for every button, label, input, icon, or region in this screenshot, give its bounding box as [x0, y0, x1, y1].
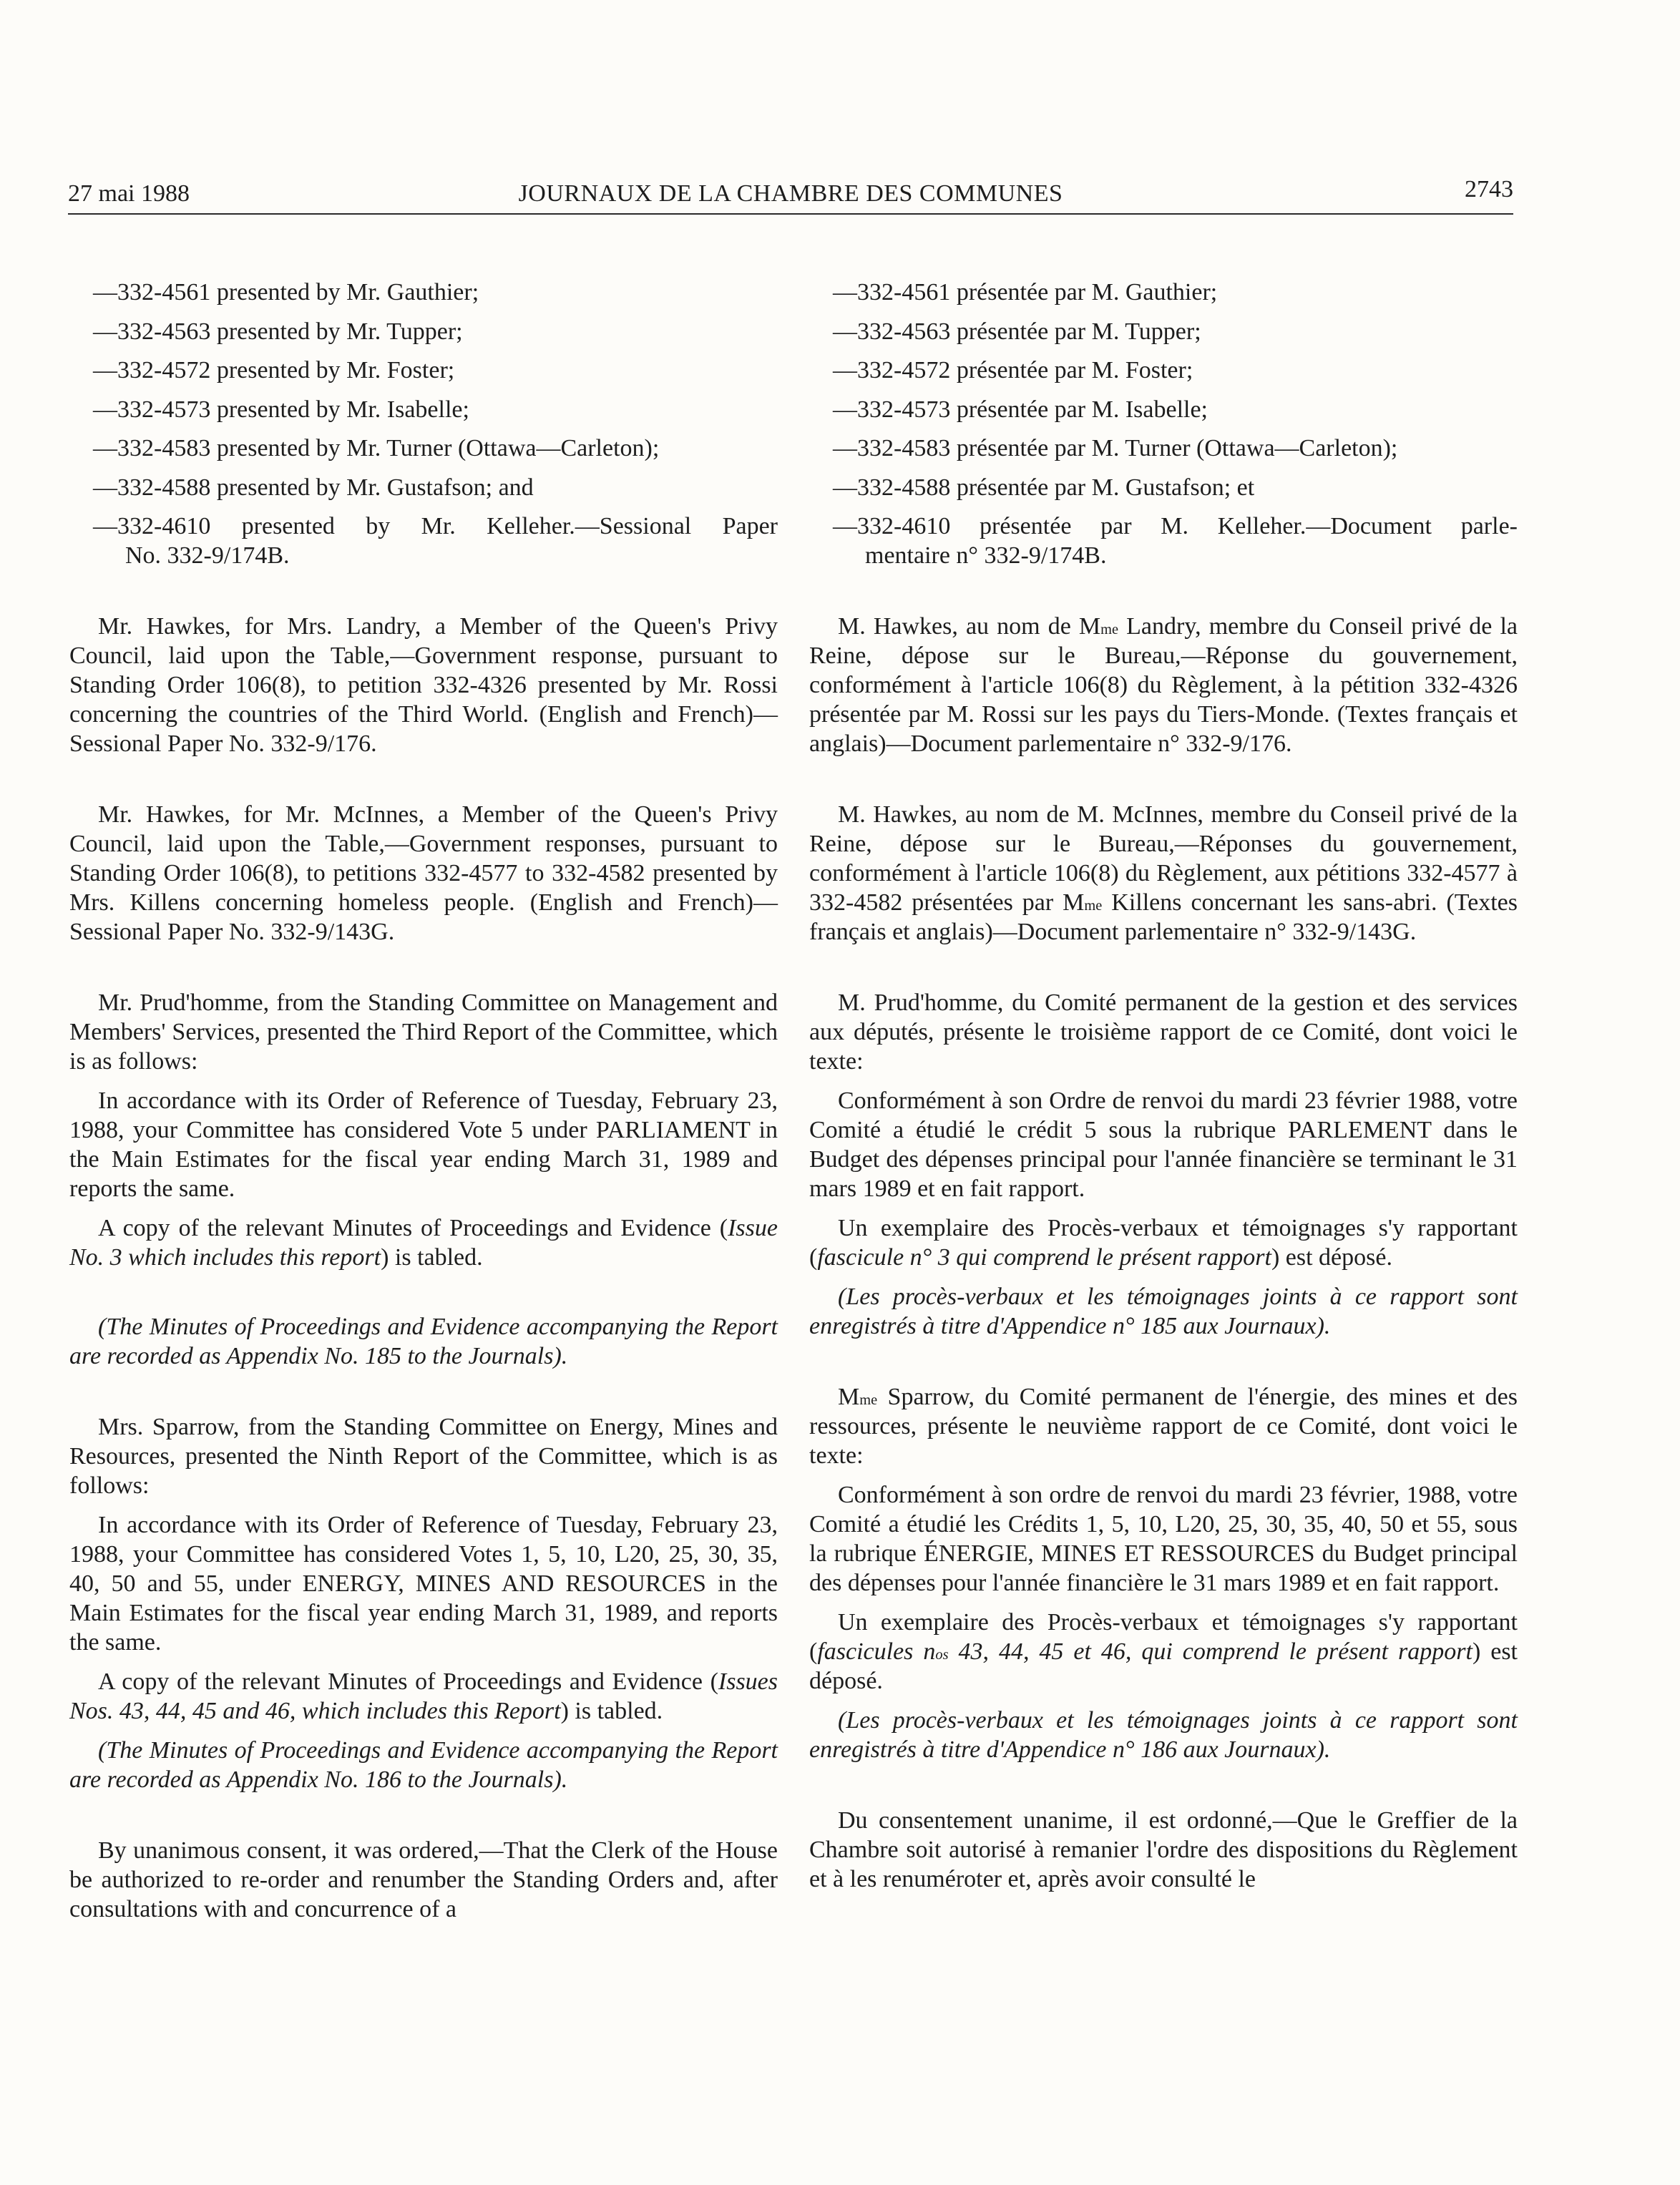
committee-report-paragraph: M. Prud'homme, du Comité permanent de la gestion et des services aux députés, présente le troisième rapport de ce Comité, dont voici le texte: — [809, 989, 1518, 1075]
minutes-copy-note: Un exemplaire des Procès-verbaux et témoignages s'y rapportant (fascicule n° 3 qui comprend le présent rapport) est déposé. — [809, 1215, 1518, 1271]
unanimous-consent-paragraph: By unanimous consent, it was ordered,—That the Clerk of the House be authorized to re-order and renumber the Standing Orders and, after consultations with and concurrence of a — [69, 1837, 778, 1922]
appendix-note: (The Minutes of Proceedings and Evidence accompanying the Report are recorded as Appendix No. 185 to the Journals). — [69, 1314, 778, 1369]
report-text: In accordance with its Order of Reference of Tuesday, February 23, 1988, your Committee has considered Votes 1, 5, 10, L20, 25, 30, 35, 40, 50 and 55, under ENERGY, MINES AND RESOURCES in the Main Estimates for the fiscal year ending March 31, 1989, and reports the same. — [69, 1512, 778, 1656]
french-column — [809, 278, 1518, 1894]
report-text: Conformément à son Ordre de renvoi du mardi 23 février 1988, votre Comité a étudié le crédit 5 sous la rubrique PARLEMENT dans le Budget des dépenses principal pour l'année financière se terminant le 31 mars 1989 et en fait rapport. — [809, 1087, 1518, 1202]
header-date: 27 mai 1988 — [68, 180, 190, 207]
committee-report-paragraph: Mr. Prud'homme, from the Standing Committee on Management and Members' Services, presented the Third Report of the Committee, which is as follows: — [69, 989, 778, 1075]
government-response-paragraph: Mr. Hawkes, for Mrs. Landry, a Member of the Queen's Privy Council, laid upon the Table,—Government response, pursuant to Standing Order 106(8), to petition 332-4326 presented by Mr. Rossi concerning the countries of the Third World. (English and French)—Sessional Paper No. 332-9/176. — [69, 613, 778, 757]
appendix-note: (Les procès-verbaux et les témoignages joints à ce rapport sont enregistrés à titre d'Appendice n° 185 aux Journaux). — [809, 1284, 1518, 1339]
petition-item: —332-4572 presented by Mr. Foster; — [93, 357, 455, 383]
report-text: Conformément à son ordre de renvoi du mardi 23 février, 1988, votre Comité a étudié les Crédits 1, 5, 10, L20, 25, 30, 35, 40, 50 et 55, sous la rubrique ÉNERGIE, MINES ET RESSOURCES du Budget principal des dépenses pour l'année financière le 31 mars 1989 et en fait rapport. — [809, 1482, 1518, 1596]
committee-report-paragraph: $M^{me}$ Sparrow, du Comité permanent de l'énergie, des mines et des ressources, présente le neuvième rapport de ce Comité, dont voici le texte: — [809, 1384, 1518, 1469]
petition-item-last — [809, 512, 1518, 570]
journal-title: JOURNAUX DE LA CHAMBRE DES COMMUNES — [518, 180, 1063, 207]
petition-item: —332-4583 présentée par M. Turner (Ottawa—Carleton); — [833, 435, 1398, 461]
appendix-note: (Les procès-verbaux et les témoignages joints à ce rapport sont enregistrés à titre d'Appendice n° 186 aux Journaux). — [809, 1707, 1518, 1763]
minutes-copy-note: A copy of the relevant Minutes of Proceedings and Evidence (Issue No. 3 which includes this report) is tabled. — [69, 1215, 778, 1271]
petition-item: —332-4573 presented by Mr. Isabelle; — [93, 396, 469, 423]
petition-item: —332-4563 presented by Mr. Tupper; — [93, 318, 463, 345]
petition-item: —332-4573 présentée par M. Isabelle; — [833, 396, 1208, 423]
appendix-note: (The Minutes of Proceedings and Evidence accompanying the Report are recorded as Appendix No. 186 to the Journals). — [69, 1737, 778, 1793]
minutes-copy-note: A copy of the relevant Minutes of Proceedings and Evidence (Issues Nos. 43, 44, 45 and 46, which includes this Report) is tabled. — [69, 1668, 778, 1724]
petition-item: —332-4583 presented by Mr. Turner (Ottawa—Carleton); — [93, 435, 660, 461]
sessional-paper-ref: mentaire n° 332-9/174B. — [865, 542, 1107, 569]
petition-text: —332-4610 presented by Mr. Kelleher.—Sessional Paper — [93, 513, 778, 539]
petition-item: —332-4561 presented by Mr. Gauthier; — [93, 279, 479, 305]
petition-item: —332-4588 présentée par M. Gustafson; et — [833, 474, 1255, 501]
petition-item: —332-4588 presented by Mr. Gustafson; and — [93, 474, 534, 501]
page-number: 2743 — [1465, 176, 1513, 202]
petition-item-last — [69, 512, 778, 570]
page-header — [68, 177, 1513, 215]
petition-item: —332-4561 présentée par M. Gauthier; — [833, 279, 1218, 305]
government-response-paragraph: M. Hawkes, au nom de $M^{me}$ Landry, membre du Conseil privé de la Reine, dépose sur le Bureau,—Réponse du gouvernement, conformément à l'article 106(8) du Règlement, à la pétition 332-4326 présentée par M. Rossi sur les pays du Tiers-Monde. (Textes français et anglais)—Document parlementaire n° 332-9/176. — [809, 613, 1518, 757]
sessional-paper-ref: No. 332-9/174B. — [125, 542, 290, 569]
petition-item: —332-4572 présentée par M. Foster; — [833, 357, 1193, 383]
petition-item: —332-4563 présentée par M. Tupper; — [833, 318, 1201, 345]
committee-report-paragraph: Mrs. Sparrow, from the Standing Committee on Energy, Mines and Resources, presented the Ninth Report of the Committee, which is as follows: — [69, 1414, 778, 1499]
minutes-copy-note: Un exemplaire des Procès-verbaux et témoignages s'y rapportant (fascicules $n^{os}$ 43, 44, 45 et 46, qui comprend le présent rapport) est déposé. — [809, 1609, 1518, 1694]
government-responses-paragraph: M. Hawkes, au nom de M. McInnes, membre du Conseil privé de la Reine, dépose sur le Bureau,—Réponses du gouvernement, conformément à l'article 106(8) du Règlement, aux pétitions 332-4577 à 332-4582 présentées par $M^{me}$ Killens concernant les sans-abri. (Textes français et anglais)—Document parlementaire n° 332-9/143G. — [809, 801, 1518, 945]
unanimous-consent-paragraph: Du consentement unanime, il est ordonné,—Que le Greffier de la Chambre soit autorisé à remanier l'ordre des dispositions du Règlement et à les renuméroter et, après avoir consulté le — [809, 1807, 1518, 1892]
petition-text: —332-4610 présentée par M. Kelleher.—Document parle- — [833, 513, 1518, 539]
report-text: In accordance with its Order of Reference of Tuesday, February 23, 1988, your Committee has considered Vote 5 under PARLIAMENT in the Main Estimates for the fiscal year ending March 31, 1989 and reports the same. — [69, 1087, 778, 1202]
english-column — [69, 278, 778, 1924]
government-responses-paragraph: Mr. Hawkes, for Mr. McInnes, a Member of the Queen's Privy Council, laid upon the Table,—Government responses, pursuant to Standing Order 106(8), to petitions 332-4577 to 332-4582 presented by Mrs. Killens concerning homeless people. (English and French)—Sessional Paper No. 332-9/143G. — [69, 801, 778, 945]
